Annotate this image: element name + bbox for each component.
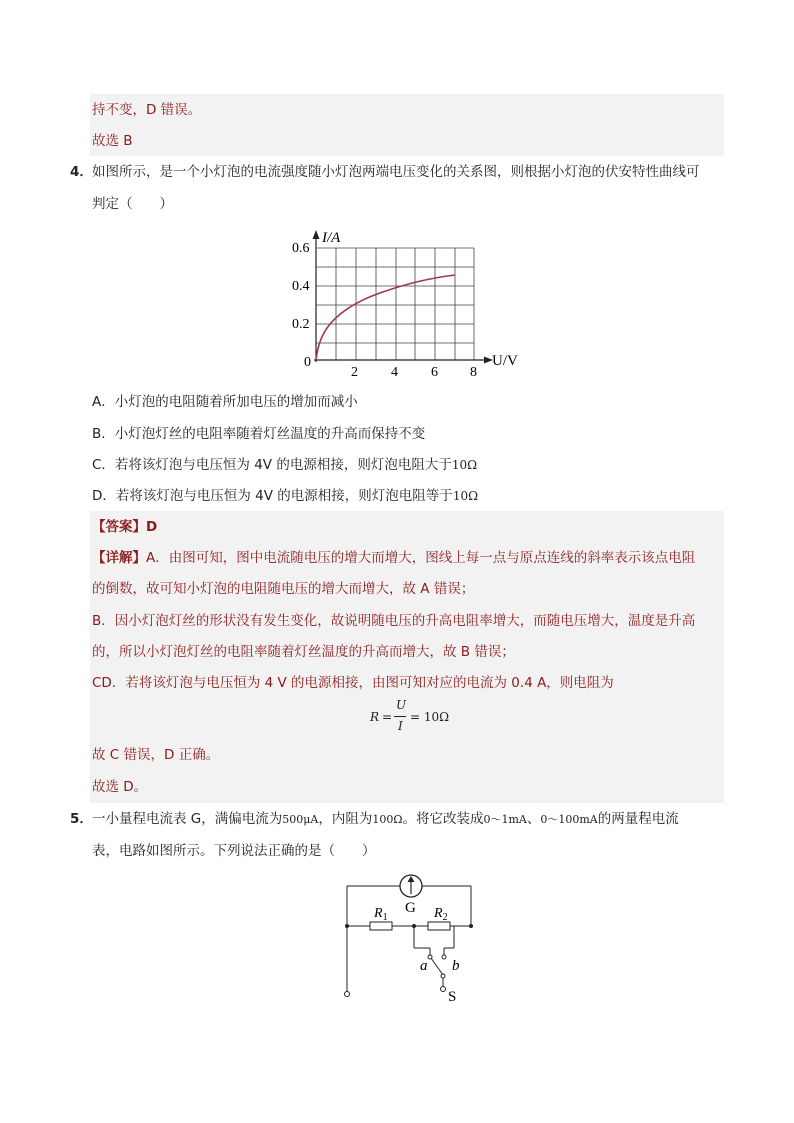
q4-detail-line4: 的，所以小灯泡灯丝的电阻率随着灯丝温度的升高而增大，故 B 错误； (92, 644, 515, 660)
y-tick-0.4: 0.4 (292, 279, 310, 294)
q5-circuit (330, 870, 490, 1005)
q4-option-a: A．小灯泡的电阻随着所加电压的增加而减小 (92, 394, 358, 410)
switch-blade (431, 958, 443, 975)
a-label: a (420, 958, 428, 974)
q4-detail-line5: CD．若将该灯泡与电压恒为 4 V 的电源相接，由图可知对应的电流为 0.4 A，则电阻为 (92, 675, 614, 691)
meter-label: G (405, 900, 416, 916)
q5-range2: 0～100mA (540, 813, 598, 826)
q5-stem-g: 、 (526, 811, 541, 827)
q5-stem-a: 一小量程电流表 G，满偏电流为 (92, 811, 283, 827)
detail-text1: A．由图可知，图中电流随电压的增大而增大，图线上每一点与原点连线的斜率表示该点电阻 (146, 550, 696, 566)
y-tick-0.2: 0.2 (292, 317, 310, 332)
q4-option-b: B．小灯泡灯丝的电阻率随着灯丝温度的升高而保持不变 (92, 426, 426, 442)
q4-option-d (92, 487, 478, 505)
y-tick-0.6: 0.6 (292, 241, 310, 256)
q5-stem-c: ，内阻为 (318, 811, 373, 827)
switch-pivot (441, 974, 445, 978)
iv-curve (316, 275, 455, 360)
contact-b (442, 955, 446, 959)
q5-stem-line2: 表，电路如图所示。下列说法正确的是（ ） (92, 843, 376, 859)
terminal-left (345, 992, 350, 997)
terminal-s (441, 987, 446, 992)
q4-option-d-text: D．若将该灯泡与电压恒为 4V 的电源相接，则灯泡电阻等于 (92, 488, 453, 504)
q5-number: 5． (70, 811, 93, 827)
q4-option-c-value: 10Ω (451, 458, 478, 472)
prev-answer-line2: 故选 B (92, 133, 133, 149)
q5-full-current: 500μA (282, 813, 319, 826)
q4-detail-line1 (92, 549, 695, 567)
prev-answer-line1: 持不变，D 错误。 (92, 102, 202, 118)
q4-stem-line2: 判定（ ） (92, 196, 173, 212)
s-label: S (448, 989, 457, 1005)
graph-grid (316, 248, 474, 360)
q4-conclusion2: 故选 D。 (92, 779, 148, 795)
formula-eq2: = 10Ω (410, 710, 450, 724)
x-tick-2: 2 (351, 365, 358, 380)
q4-detail-line2: 的倒数，故可知小灯泡的电阻随电压的增大而增大，故 A 错误； (92, 581, 475, 597)
formula-num: U (396, 698, 407, 712)
r2-label: $R_2$ (434, 906, 448, 923)
formula-r: R (370, 710, 380, 724)
answer-value: D (146, 519, 158, 535)
resistor-r1 (370, 922, 392, 930)
r1-label: $R_1$ (374, 906, 388, 923)
answer-tag: 【答案】 (92, 519, 146, 535)
formula-bar (394, 716, 406, 717)
formula-den: I (398, 719, 403, 733)
origin-label: 0 (304, 355, 311, 370)
contact-a (428, 955, 432, 959)
q5-internal-resistance: 100Ω (372, 813, 403, 826)
y-axis-label: I/A (322, 230, 341, 246)
x-tick-4: 4 (391, 365, 398, 380)
q5-stem-i: 的两量程电流 (597, 811, 679, 827)
q4-number: 4． (70, 164, 93, 180)
x-tick-8: 8 (470, 365, 477, 380)
q5-stem-e: 。将它改装成 (402, 811, 484, 827)
formula-eq1: = (382, 710, 393, 724)
b-label: b (452, 958, 460, 974)
resistor-r2 (428, 922, 450, 930)
x-tick-6: 6 (431, 365, 438, 380)
x-axis-label: U/V (492, 353, 518, 369)
q4-iv-graph (280, 222, 530, 380)
q4-detail-line3: B．因小灯泡灯丝的形状没有发生变化，故说明随电压的升高电阻率增大，而随电压增大，温度是升高 (92, 613, 696, 629)
q5-range1: 0～1mA (483, 813, 527, 826)
q4-answer (92, 518, 157, 536)
y-axis-arrow (313, 230, 320, 239)
q5-stem-line1 (92, 810, 679, 829)
q4-option-c (92, 456, 477, 474)
q4-option-d-value: 10Ω (452, 489, 479, 503)
q4-option-c-text: C．若将该灯泡与电压恒为 4V 的电源相接，则灯泡电阻大于 (92, 457, 452, 473)
q4-conclusion1: 故 C 错误，D 正确。 (92, 747, 220, 763)
q4-stem-line1: 如图所示，是一个小灯泡的电流强度随小灯泡两端电压变化的关系图，则根据小灯泡的伏安特性曲线可 (92, 164, 700, 180)
detail-tag: 【详解】 (92, 550, 146, 566)
